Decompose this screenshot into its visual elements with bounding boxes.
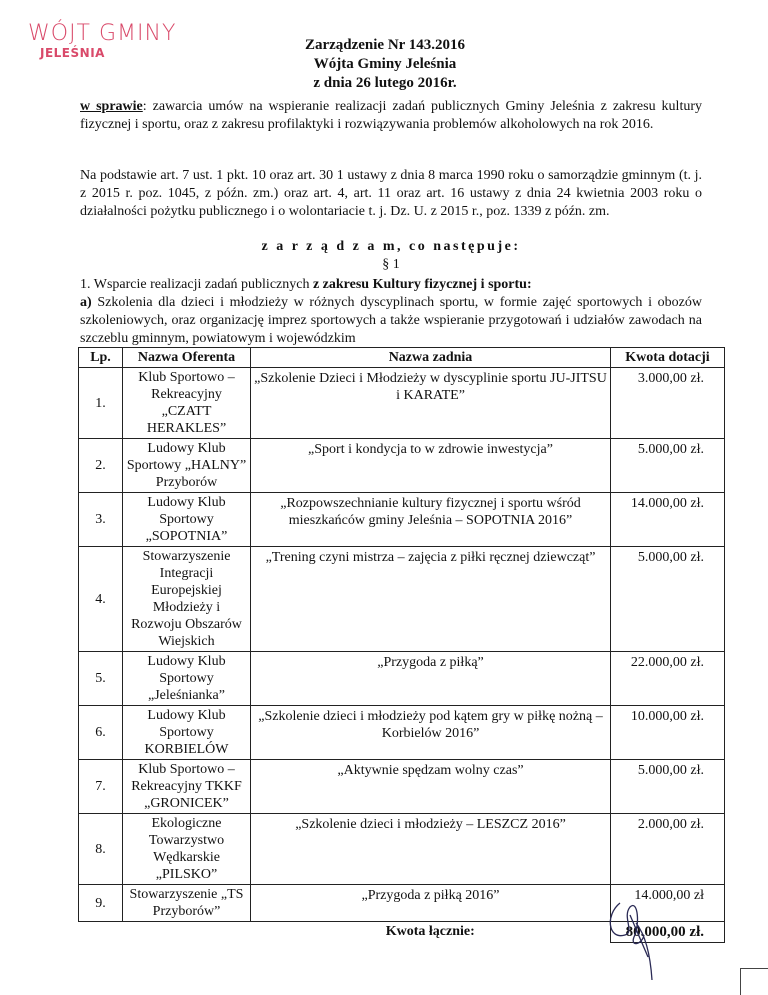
item-1 bbox=[80, 276, 702, 294]
row-lp: 6. bbox=[79, 706, 123, 760]
row-lp: 2. bbox=[79, 439, 123, 493]
subject-lead: w sprawie bbox=[80, 99, 143, 114]
row-lp: 1. bbox=[79, 368, 123, 439]
paragraph-mark: § 1 bbox=[382, 257, 400, 272]
table-row bbox=[79, 706, 725, 760]
legal-basis-paragraph: Na podstawie art. 7 ust. 1 pkt. 10 oraz art. 30 1 ustawy z dnia 8 marca 1990 roku o samorządzie gminnym (t. j. z 2015 r. poz. 1045, z późn. zm.) oraz art. 4, art. 11 oraz art. 16 ustawy z dnia 24 kwietnia 2003 roku o działalności pożytku publicznego i o wolontariacie t. j. Dz. U. z 2015 r., poz. 1339 z późn. zm. bbox=[80, 168, 702, 219]
row-task: „Sport i kondycja to w zdrowie inwestycja” bbox=[251, 439, 611, 493]
header-task: Nazwa zadnia bbox=[251, 348, 611, 368]
row-lp: 8. bbox=[79, 814, 123, 885]
item-1-bold: z zakresu Kultury fizycznej i sportu: bbox=[312, 277, 532, 292]
row-amount: 3.000,00 zł. bbox=[611, 368, 725, 439]
row-task: „Trening czyni mistrza – zajęcia z piłki ręcznej dziewcząt” bbox=[251, 547, 611, 652]
stamp-line-2: JELEŚNIA bbox=[40, 46, 105, 60]
row-amount: 2.000,00 zł. bbox=[611, 814, 725, 885]
subject-text: : zawarcia umów na wspieranie realizacji zadań publicznych Gminy Jeleśnia z zakresu kultury fizycznej i sportu, oraz z zakresu profilaktyki i rozwiązywania problemów alkoholowych na rok 2016. bbox=[80, 99, 702, 132]
row-name: Ludowy Klub Sportowy KORBIELÓW bbox=[123, 706, 251, 760]
grants-table bbox=[78, 347, 725, 943]
title-line-2: Wójta Gminy Jeleśnia bbox=[313, 56, 457, 72]
row-name: Ludowy Klub Sportowy „SOPOTNIA” bbox=[123, 493, 251, 547]
table-row bbox=[79, 652, 725, 706]
page-corner-mark bbox=[740, 968, 768, 995]
row-name: Stowarzyszenie Integracji Europejskiej Młodzieży i Rozwoju Obszarów Wiejskich bbox=[123, 547, 251, 652]
subject-paragraph bbox=[80, 98, 702, 134]
item-a-text: Szkolenia dla dzieci i młodzieży w różnych dyscyplinach sportu, w formie zajęć sportowych i obozów szkoleniowych, oraz organizację imprez sportowych a także wspieranie przygotowań i udziałów zawodach na szczeblu gminnym, powiatowym i wojewódzkim bbox=[80, 295, 702, 346]
row-task: „Szkolenie Dzieci i Młodzieży w dyscyplinie sportu JU-JITSU i KARATE” bbox=[251, 368, 611, 439]
row-amount: 5.000,00 zł. bbox=[611, 760, 725, 814]
official-stamp bbox=[28, 22, 208, 60]
row-task: „Rozpowszechnianie kultury fizycznej i sportu wśród mieszkańców gminy Jeleśnia – SOPOTNIA 2016” bbox=[251, 493, 611, 547]
table-row bbox=[79, 547, 725, 652]
row-lp: 4. bbox=[79, 547, 123, 652]
document-title bbox=[285, 36, 485, 93]
row-amount: 5.000,00 zł. bbox=[611, 439, 725, 493]
header-name: Nazwa Oferenta bbox=[123, 348, 251, 368]
row-task: „Przygoda z piłką 2016” bbox=[251, 885, 611, 922]
decree-statement: z a r z ą d z a m, co następuje: bbox=[261, 239, 521, 254]
table-header-row bbox=[79, 348, 725, 368]
stamp-line-1: WÓJT GMINY bbox=[28, 21, 177, 46]
item-1-prefix: 1. Wsparcie realizacji zadań publicznych bbox=[80, 277, 313, 292]
title-line-1: Zarządzenie Nr 143.2016 bbox=[304, 37, 466, 53]
row-lp: 3. bbox=[79, 493, 123, 547]
row-name: Klub Sportowo – Rekreacyjny TKKF „GRONICEK” bbox=[123, 760, 251, 814]
row-amount: 14.000,00 zł. bbox=[611, 493, 725, 547]
table-row bbox=[79, 493, 725, 547]
header-amount: Kwota dotacji bbox=[611, 348, 725, 368]
row-name: Stowarzyszenie „TS Przyborów” bbox=[123, 885, 251, 922]
signature-image bbox=[600, 895, 660, 985]
item-a bbox=[80, 294, 702, 348]
row-name: Klub Sportowo – Rekreacyjny „CZATT HERAKLES” bbox=[123, 368, 251, 439]
header-lp: Lp. bbox=[79, 348, 123, 368]
row-amount: 10.000,00 zł. bbox=[611, 706, 725, 760]
total-amount: 80.000,00 zł. bbox=[611, 922, 725, 943]
table-row bbox=[79, 814, 725, 885]
row-lp: 9. bbox=[79, 885, 123, 922]
item-a-prefix: a) bbox=[80, 295, 92, 310]
table-row bbox=[79, 760, 725, 814]
row-name: Ekologiczne Towarzystwo Wędkarskie „PILSKO” bbox=[123, 814, 251, 885]
table-row bbox=[79, 368, 725, 439]
row-lp: 5. bbox=[79, 652, 123, 706]
row-task: „Szkolenie dzieci i młodzieży pod kątem gry w piłkę nożną – Korbielów 2016” bbox=[251, 706, 611, 760]
table-body bbox=[79, 368, 725, 922]
row-amount: 5.000,00 zł. bbox=[611, 547, 725, 652]
total-label: Kwota łącznie: bbox=[251, 922, 611, 943]
row-name: Ludowy Klub Sportowy „Jeleśnianka” bbox=[123, 652, 251, 706]
row-lp: 7. bbox=[79, 760, 123, 814]
row-task: „Szkolenie dzieci i młodzieży – LESZCZ 2016” bbox=[251, 814, 611, 885]
table-row bbox=[79, 439, 725, 493]
row-task: „Aktywnie spędzam wolny czas” bbox=[251, 760, 611, 814]
row-task: „Przygoda z piłką” bbox=[251, 652, 611, 706]
row-name: Ludowy Klub Sportowy „HALNY” Przyborów bbox=[123, 439, 251, 493]
title-line-3: z dnia 26 lutego 2016r. bbox=[313, 75, 457, 91]
row-amount: 22.000,00 zł. bbox=[611, 652, 725, 706]
row-amount: 14.000,00 zł bbox=[611, 885, 725, 922]
